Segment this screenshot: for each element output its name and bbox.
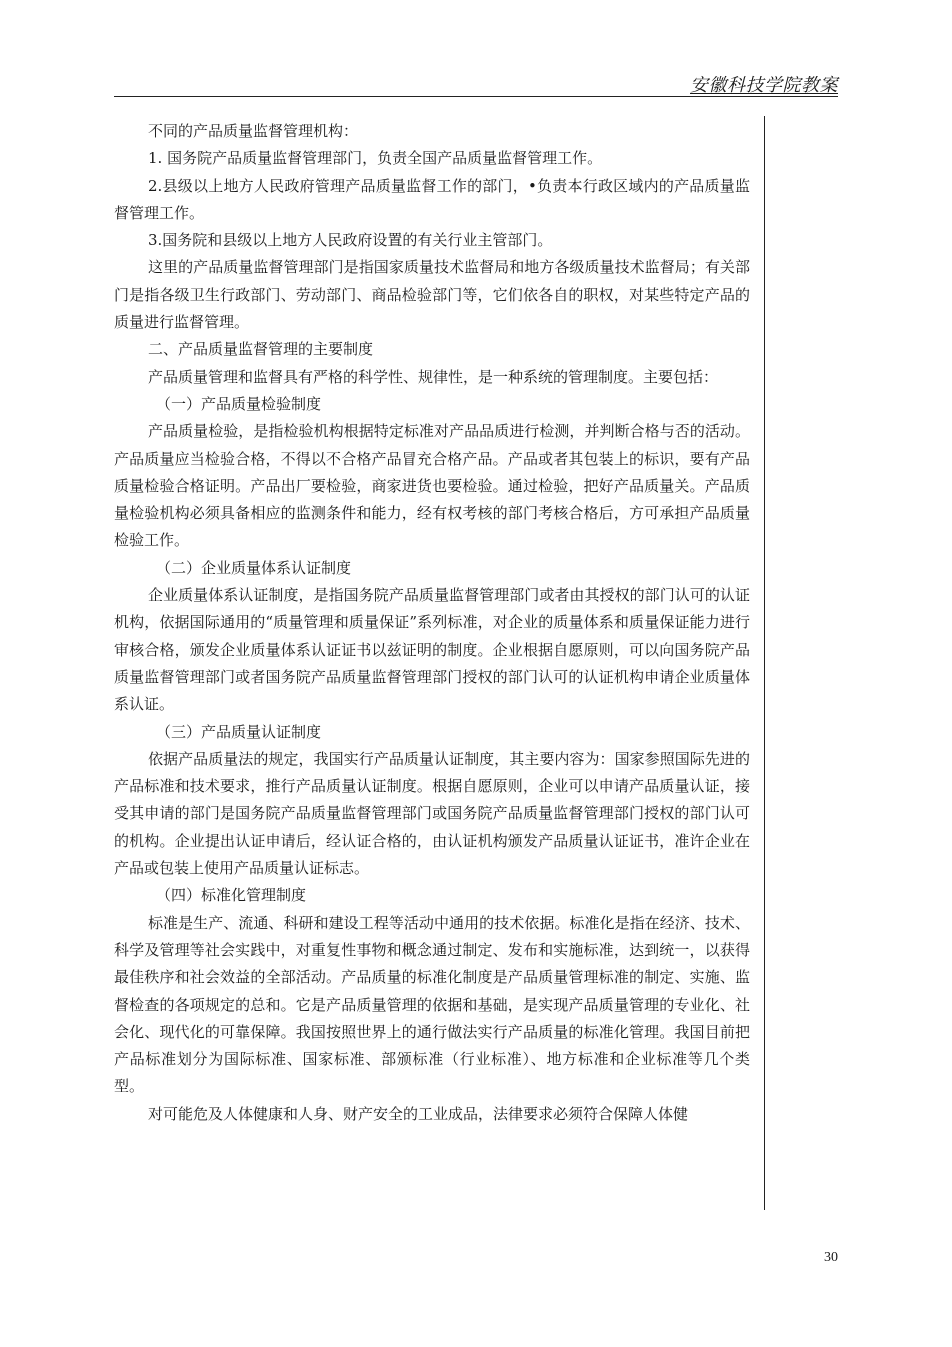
list-item: 1. 国务院产品质量监督管理部门，负责全国产品质量监督管理工作。 [148, 149, 603, 168]
body-paragraph: 依据产品质量法的规定，我国实行产品质量认证制度，其主要内容为：国家参照国际先进的产品标准和技术要求，推行产品质量认证制度。根据自愿原则，企业可以申请产品质量认证，接受其申请的部门是国务院产品质量监督管理部门或国务院产品质量监督管理部门授权的部门认可的机构。企业提出认证申请后，经认证合格的，由认证机构颁发产品质量认证证书，准许企业在产品或包装上使用产品质量认证标志。 [114, 749, 750, 878]
subsection-heading: （四）标准化管理制度 [156, 886, 307, 905]
subsection-heading: （三）产品质量认证制度 [156, 722, 322, 741]
body-paragraph: 产品质量管理和监督具有严格的科学性、规律性，是一种系统的管理制度。主要包括： [148, 367, 719, 386]
page-number: 30 [824, 1250, 838, 1265]
body-paragraph: 这里的产品质量监督管理部门是指国家质量技术监督局和地方各级质量技术监督局；有关部门是指各级卫生行政部门、劳动部门、商品检验部门等，它们依各自的职权，对某些特定产品的质量进行监督管理。 [114, 258, 750, 332]
document-header-title: 安徽科技学院教案 [690, 75, 838, 96]
right-margin-rule [764, 116, 765, 1210]
subsection-heading: （一）产品质量检验制度 [156, 394, 322, 413]
list-item: 2.县级以上地方人民政府管理产品质量监督工作的部门，•负责本行政区域内的产品质量监督管理工作。 [114, 176, 750, 222]
subsection-heading: （二）企业质量体系认证制度 [156, 558, 352, 577]
lecture-body [114, 118, 750, 1128]
list-item: 3.国务院和县级以上地方人民政府设置的有关行业主管部门。 [148, 231, 553, 250]
header-divider [114, 96, 838, 97]
section-heading: 二、产品质量监督管理的主要制度 [148, 340, 374, 359]
body-paragraph: 企业质量体系认证制度，是指国务院产品质量监督管理部门或者由其授权的部门认可的认证机构，依据国际通用的“质量管理和质量保证”系列标准，对企业的质量体系和质量保证能力进行审核合格，颁发企业质量体系认证证书以兹证明的制度。企业根据自愿原则，可以向国务院产品质量监督管理部门或者国务院产品质量监督管理部门授权的部门认可的认证机构申请企业质量体系认证。 [114, 586, 750, 714]
body-paragraph: 产品质量检验，是指检验机构根据特定标准对产品品质进行检测，并判断合格与否的活动。产品质量应当检验合格，不得以不合格产品冒充合格产品。产品或者其包装上的标识，要有产品质量检验合格证明。产品出厂要检验，商家进货也要检验。通过检验，把好产品质量关。产品质量检验机构必须具备相应的监测条件和能力，经有权考核的部门考核合格后，方可承担产品质量检验工作。 [114, 422, 750, 550]
body-paragraph: 对可能危及人体健康和人身、财产安全的工业成品，法律要求必须符合保障人体健 [148, 1104, 689, 1123]
body-paragraph: 标准是生产、流通、科研和建设工程等活动中通用的技术依据。标准化是指在经济、技术、科学及管理等社会实践中，对重复性事物和概念通过制定、发布和实施标准，达到统一，以获得最佳秩序和社会效益的全部活动。产品质量的标准化制度是产品质量管理标准的制定、实施、监督检查的各项规定的总和。它是产品质量管理的依据和基础，是实现产品质量管理的专业化、社会化、现代化的可靠保障。我国按照世界上的通行做法实行产品质量的标准化管理。我国目前把产品标准划分为国际标准、国家标准、部颁标准（行业标准）、地方标准和企业标准等几个类型。 [114, 913, 750, 1096]
body-paragraph: 不同的产品质量监督管理机构： [148, 122, 359, 140]
